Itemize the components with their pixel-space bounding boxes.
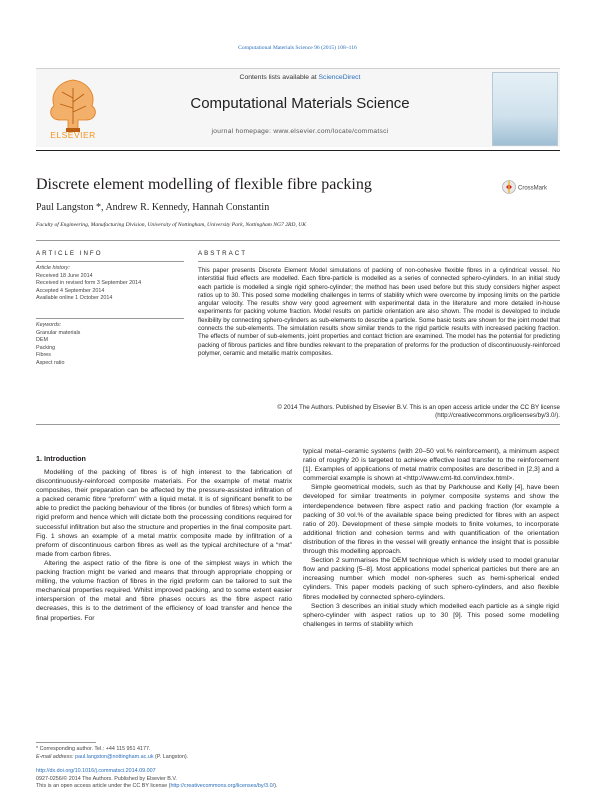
doi-link[interactable]: http://dx.doi.org/10.1016/j.commatsci.2014.09.007 (36, 768, 156, 774)
journal-homepage[interactable]: journal homepage: www.elsevier.com/locate/commatsci (211, 128, 389, 135)
body-paragraph: Simple geometrical models, such as that by Parkhouse and Kelly [4], have been developed for similar treatments in polymer composite systems and show the interdependence between fibre aspect ratio and packing fraction (for example a packing of 30 vol.% of the available space being predicted for fibres with an aspect ratio of 20). Development of these simple models to finite volumes, to incorporate additional friction and cohesion terms and with quantification of the orientation distribution of the fibres in the vessel will greatly enhance the insight that is possible through this modelling approach. (303, 484, 559, 556)
sciencedirect-link[interactable]: ScienceDirect (318, 74, 361, 81)
body-paragraph: Section 3 describes an initial study which modelled each particle as a single rigid sphero-cylinder with aspect ratios up to 30 [9]. This posed some modelling challenges in terms of stability which (303, 602, 559, 628)
keyword-item: Aspect ratio (36, 359, 65, 366)
body-paragraph: Altering the aspect ratio of the fibre is one of the simplest ways in which the packing fraction might be varied and means that through appropriate chopping or milling, the volume fraction of fibres in the rigid preform can be tailored to suit the mechanical properties required. Whilst improved packing, and to some extent easier interspersion of the metal and fibre phases occurs as the fibre aspect ratio decreases, this is to the detriment of the efficiency of load transfer and hence the final properties. For (36, 559, 292, 622)
section-1-heading: 1. Introduction (36, 454, 86, 463)
abstract-body: This paper presents Discrete Element Model simulations of packing of non-cohesive flexible fibres in a cylindrical vessel. No interstitial fluid effects are modelled. Each fibre-particle is modelled as a series of connected sphero-cylinders. In an initial study each particle is modelled a single rigid sphero-cylinder; the method has been used before but this study considers higher aspect ratios up to 30. This posed some modelling challenges in terms of stability which were overcome by imposing limits on the particle angular velocity. The results show very good agreement with experimental data in the literature and more detailed in-house experiments for packing volume fraction. Model results on particle orientation are also shown. The model is developed to include flexibility by connecting sphero-cylinders as sub-elements to describe a particle. Some basic tests are shown for the joint model that connects the sub-elements. The simulation results show similar trends to the rigid particle results with increased packing fraction. The effects of number of sub-elements, joint properties and contact friction are examined. The model has the potential for predicting packing of fibrous particles and fibre bundles relevant to the preparation of preforms for the production of discontinuously-reinforced polymer, ceramic and metallic matrix composites. (198, 267, 560, 357)
abstract-heading: ABSTRACT (198, 250, 248, 257)
history-item: Accepted 4 September 2014 (36, 287, 105, 294)
right-column (303, 447, 559, 629)
affiliation: Faculty of Engineering, Manufacturing Division, University of Nottingham, University Park, Nottingham NG7 2RD, UK (36, 222, 307, 228)
article-info-heading: ARTICLE INFO (36, 250, 103, 257)
body-paragraph: typical metal–ceramic systems (with 20–50 vol.% reinforcement), a minimum aspect ratio of roughly 20 is targeted to achieve effective load transfer to the reinforcement [1]. Examples of applications of metal matrix composites are described in [2,3] and a commercial example is shown at <http://www.cmt-ltd.com/index.html>. (303, 448, 559, 483)
journal-citation[interactable]: Computational Materials Science 96 (2015) 108–116 (238, 45, 357, 51)
title-rule (36, 240, 560, 241)
email-label: E-mail address: (36, 753, 75, 760)
oa-suffix: ). (274, 783, 278, 790)
keywords-rule (36, 318, 184, 319)
author-list: Paul Langston *, Andrew R. Kennedy, Hannah Constantin (36, 202, 270, 213)
footnote (36, 746, 292, 761)
license-statement[interactable]: © 2014 The Authors. Published by Elsevier B.V. This is an open access article under the CC BY license (http://creativecommons.org/licenses/by/3.0/). (277, 404, 560, 420)
crossmark-label: CrossMark (518, 185, 548, 192)
article-info-rule (36, 261, 184, 262)
keywords-label: Keywords: (36, 322, 62, 328)
email-suffix: (P. Langston). (153, 753, 189, 760)
keyword-item: Fibres (36, 352, 51, 359)
footnote-rule (36, 742, 96, 743)
keywords (36, 322, 186, 368)
header-rule (36, 150, 560, 151)
abstract-bottom-rule (36, 424, 560, 425)
keyword-item: Packing (36, 344, 56, 351)
issn-line: 0927-0256/© 2014 The Authors. Published by Elsevier B.V. (36, 775, 177, 782)
contents-prefix: Contents lists available at (239, 74, 319, 81)
history-item: Received in revised form 3 September 2014 (36, 280, 142, 287)
left-column (36, 468, 292, 623)
abstract-rule (198, 261, 560, 262)
history-label: Article history: (36, 265, 70, 271)
history-item: Received 18 June 2014 (36, 272, 93, 279)
journal-title: Computational Materials Science (190, 95, 410, 112)
email-link[interactable]: paul.langston@nottingham.ac.uk (74, 753, 154, 760)
email-line (36, 754, 292, 762)
body-paragraph: Section 2 summarises the DEM technique which is widely used to model granular flow and packing [5–8]. Most applications model spherical particles but there are an increasing number which model non-spheres such as hemi-spherical ended cylinders. This paper models packing of such sphero-cylinders, and also flexible fibres modelled by connected sphero-cylinders. (303, 557, 559, 601)
keyword-item: Granular materials (36, 329, 81, 336)
article-history (36, 265, 186, 303)
history-item: Available online 1 October 2014 (36, 295, 113, 302)
body-paragraph: Modelling of the packing of fibres is of high interest to the fabrication of discontinuously-reinforced composite materials. For the example of metal matrix composites, their preparation can be affected by the pressure-assisted infiltration of a packed ceramic fibre “preform” with a liquid metal. It is of significant benefit to be able to predict the packing behaviour of the fibres (or bundles of fibres) which form a rigid preform and hence which will dictate both the processing conditions required for successful infiltration but also the structure and properties in the final composite part. Fig. 1 shows an example of a metal matrix composite made by infiltration of a preform of discontinuous carbon fibres as well as the typical architecture of a “mat” made from carbon fibres. (36, 469, 292, 558)
elsevier-wordmark: ELSEVIER (50, 130, 96, 140)
contents-available-line (110, 74, 490, 81)
corresponding-author: * Corresponding author. Tel.: +44 115 951 4177. (36, 746, 151, 752)
oa-prefix: This is an open access article under the CC BY license ( (36, 783, 171, 790)
crossmark-icon[interactable] (502, 179, 562, 195)
journal-cover-thumbnail (492, 72, 558, 146)
open-access-line (36, 783, 556, 791)
cc-license-link[interactable]: http://creativecommons.org/licenses/by/3.0/ (170, 783, 275, 790)
page-footer (36, 768, 556, 791)
keyword-item: DEM (36, 337, 48, 344)
article-title: Discrete element modelling of flexible fibre packing (36, 176, 372, 193)
